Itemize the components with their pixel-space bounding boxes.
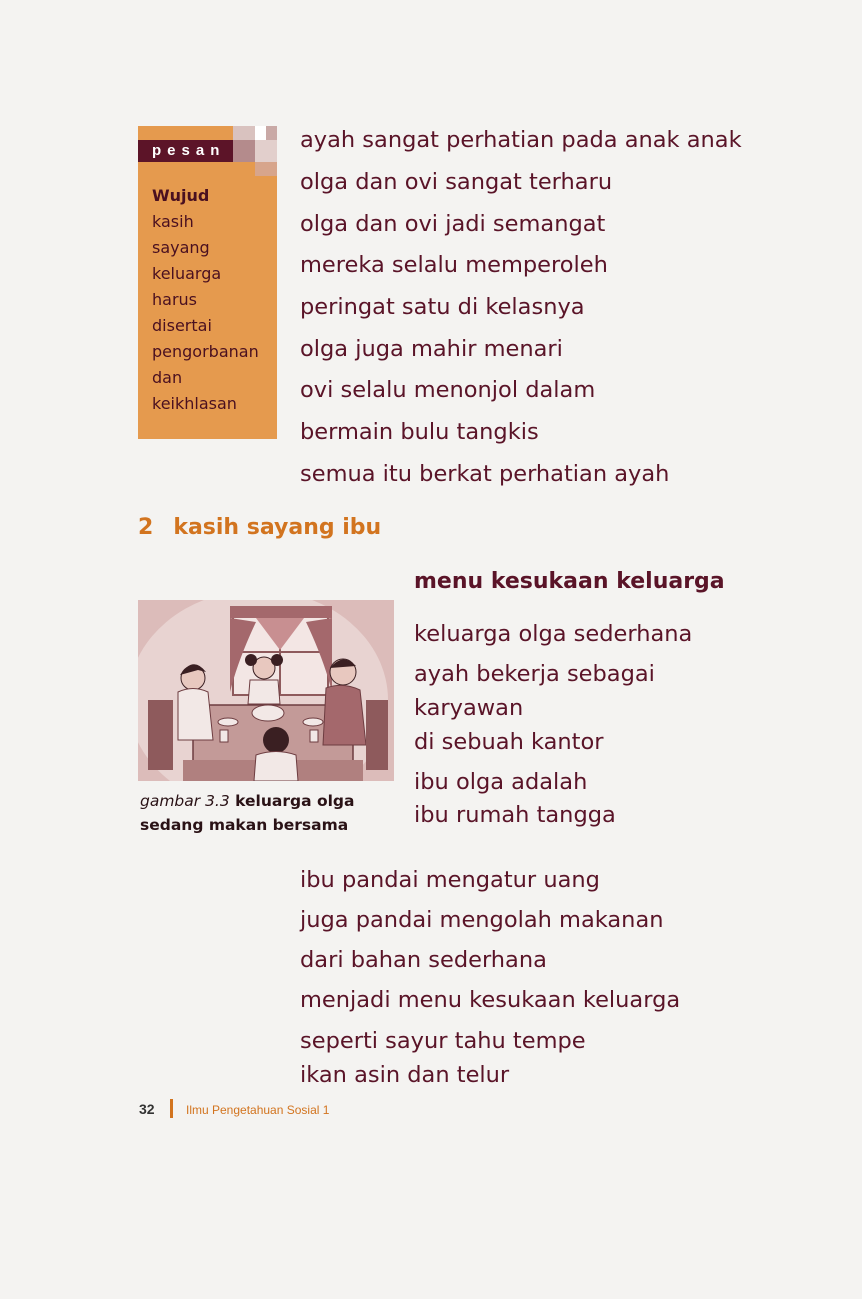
decor-square	[255, 162, 277, 176]
poem-line: olga juga mahir menari	[300, 336, 563, 362]
pesan-word: pengorbanan	[152, 342, 259, 361]
poem-line: bermain bulu tangkis	[300, 419, 539, 445]
poem-line: ayah sangat perhatian pada anak anak	[300, 127, 742, 153]
poem-line: olga dan ovi sangat terharu	[300, 169, 613, 195]
poem-line: juga pandai mengolah makanan	[300, 907, 664, 933]
caption-line: keluarga olga	[235, 792, 355, 810]
pesan-word: disertai	[152, 316, 212, 335]
pesan-word: Wujud	[152, 186, 210, 205]
poem-line: di sebuah kantor	[414, 729, 604, 755]
poem-line: ayah bekerja sebagai	[414, 661, 655, 687]
figure-number: gambar 3.3	[140, 792, 230, 810]
poem-line: olga dan ovi jadi semangat	[300, 211, 606, 237]
decor-square	[233, 126, 255, 140]
pesan-word: harus	[152, 290, 197, 309]
poem-line: ovi selalu menonjol dalam	[300, 377, 596, 403]
poem-line: menjadi menu kesukaan keluarga	[300, 987, 681, 1013]
section-number: 2	[138, 515, 154, 540]
poem-line: karyawan	[414, 695, 524, 721]
subsection-heading: menu kesukaan keluarga	[414, 569, 725, 594]
pesan-word: keluarga	[152, 264, 222, 283]
caption-line: sedang makan bersama	[140, 816, 349, 834]
poem-line: seperti sayur tahu tempe	[300, 1028, 586, 1054]
section-title: kasih sayang ibu	[173, 515, 382, 540]
poem-line: dari bahan sederhana	[300, 947, 547, 973]
poem-line: semua itu berkat perhatian ayah	[300, 461, 670, 487]
family-dinner-illustration	[138, 600, 394, 781]
book-title: Ilmu Pengetahuan Sosial 1	[186, 1103, 330, 1117]
poem-line: ibu rumah tangga	[414, 802, 616, 828]
poem-line: keluarga olga sederhana	[414, 621, 693, 647]
poem-line: peringat satu di kelasnya	[300, 294, 585, 320]
poem-line: ikan asin dan telur	[300, 1062, 510, 1088]
section-heading	[138, 515, 381, 540]
figure-caption	[140, 789, 354, 837]
pesan-box	[138, 126, 277, 439]
footer-divider	[170, 1099, 173, 1118]
pesan-message	[152, 183, 259, 417]
pesan-word: dan	[152, 368, 183, 387]
poem-line: ibu pandai mengatur uang	[300, 867, 600, 893]
poem-line: ibu olga adalah	[414, 769, 588, 795]
pesan-label: pesan	[138, 140, 233, 162]
pesan-word: sayang	[152, 238, 210, 257]
poem-line: mereka selalu memperoleh	[300, 252, 608, 278]
decor-square	[255, 140, 277, 162]
decor-square	[233, 140, 255, 162]
page-number: 32	[139, 1101, 155, 1117]
decor-square	[255, 126, 266, 140]
decor-square	[266, 126, 277, 140]
pesan-word: keikhlasan	[152, 394, 237, 413]
pesan-word: kasih	[152, 212, 194, 231]
